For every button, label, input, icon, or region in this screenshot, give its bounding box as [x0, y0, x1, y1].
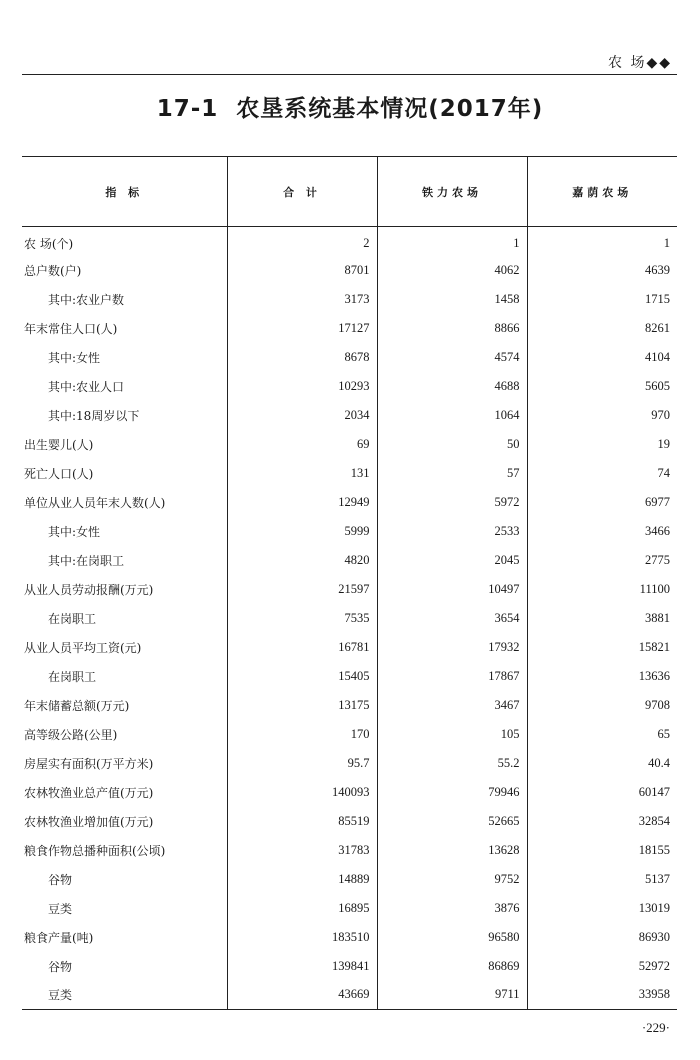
cell-tieli-farm: 4062 — [377, 256, 527, 285]
cell-jiayin-farm: 3466 — [527, 517, 677, 546]
cell-total: 95.7 — [227, 749, 377, 778]
cell-jiayin-farm: 8261 — [527, 314, 677, 343]
table-row — [22, 517, 677, 546]
row-label: 总户数(户) — [24, 263, 82, 278]
cell-total: 31783 — [227, 836, 377, 865]
table-body — [22, 227, 677, 1010]
cell-jiayin-farm: 15821 — [527, 633, 677, 662]
cell-tieli-farm: 105 — [377, 720, 527, 749]
cell-jiayin-farm: 2775 — [527, 546, 677, 575]
header-row — [22, 157, 677, 227]
row-label: 粮食产量(吨) — [24, 930, 94, 945]
table-row — [22, 430, 677, 459]
cell-tieli-farm: 4688 — [377, 372, 527, 401]
row-label: 从业人员劳动报酬(万元) — [24, 582, 154, 597]
column-header-total: 合 计 — [227, 157, 377, 227]
table-row — [22, 836, 677, 865]
table-row — [22, 256, 677, 285]
cell-total: 17127 — [227, 314, 377, 343]
header-rule — [22, 74, 677, 75]
cell-jiayin-farm: 6977 — [527, 488, 677, 517]
row-label: 出生婴儿(人) — [24, 437, 94, 452]
cell-tieli-farm: 13628 — [377, 836, 527, 865]
table-row — [22, 807, 677, 836]
cell-tieli-farm: 3467 — [377, 691, 527, 720]
cell-total: 183510 — [227, 923, 377, 952]
cell-total: 13175 — [227, 691, 377, 720]
cell-jiayin-farm: 1 — [527, 227, 677, 256]
cell-total: 16895 — [227, 894, 377, 923]
cell-total: 8701 — [227, 256, 377, 285]
cell-jiayin-farm: 52972 — [527, 952, 677, 981]
cell-jiayin-farm: 13636 — [527, 662, 677, 691]
row-label: 谷物 — [48, 872, 73, 887]
cell-total: 43669 — [227, 981, 377, 1010]
row-label: 其中:女性 — [48, 524, 101, 539]
cell-tieli-farm: 1458 — [377, 285, 527, 314]
cell-tieli-farm: 57 — [377, 459, 527, 488]
cell-tieli-farm: 9752 — [377, 865, 527, 894]
cell-total: 15405 — [227, 662, 377, 691]
cell-jiayin-farm: 18155 — [527, 836, 677, 865]
column-header-jiayin-farm: 嘉荫农场 — [527, 157, 677, 227]
cell-tieli-farm: 3876 — [377, 894, 527, 923]
table-row — [22, 981, 677, 1010]
row-label: 年末储蓄总额(万元) — [24, 698, 130, 713]
cell-tieli-farm: 96580 — [377, 923, 527, 952]
row-label: 其中:18周岁以下 — [48, 408, 140, 423]
table-row — [22, 285, 677, 314]
cell-total: 8678 — [227, 343, 377, 372]
cell-total: 69 — [227, 430, 377, 459]
cell-jiayin-farm: 33958 — [527, 981, 677, 1010]
cell-jiayin-farm: 60147 — [527, 778, 677, 807]
row-label: 农林牧渔业总产值(万元) — [24, 785, 154, 800]
cell-tieli-farm: 10497 — [377, 575, 527, 604]
row-label: 豆类 — [48, 901, 73, 916]
table-row — [22, 459, 677, 488]
table-row — [22, 546, 677, 575]
cell-jiayin-farm: 86930 — [527, 923, 677, 952]
row-label: 高等级公路(公里) — [24, 727, 118, 742]
cell-total: 140093 — [227, 778, 377, 807]
table-row — [22, 575, 677, 604]
running-head: 农 场◆◆ — [608, 55, 672, 71]
row-label: 房屋实有面积(万平方米) — [24, 756, 154, 771]
cell-total: 139841 — [227, 952, 377, 981]
cell-tieli-farm: 55.2 — [377, 749, 527, 778]
column-header-tieli-farm: 铁力农场 — [377, 157, 527, 227]
cell-total: 5999 — [227, 517, 377, 546]
cell-tieli-farm: 4574 — [377, 343, 527, 372]
cell-jiayin-farm: 4639 — [527, 256, 677, 285]
cell-total: 131 — [227, 459, 377, 488]
cell-tieli-farm: 5972 — [377, 488, 527, 517]
cell-total: 14889 — [227, 865, 377, 894]
cell-total: 10293 — [227, 372, 377, 401]
row-label: 在岗职工 — [48, 669, 97, 684]
row-label: 其中:农业户数 — [48, 292, 125, 307]
row-label: 农 场(个) — [24, 236, 74, 251]
table-number: 17-1 — [156, 96, 219, 122]
cell-total: 4820 — [227, 546, 377, 575]
row-label: 谷物 — [48, 959, 73, 974]
cell-tieli-farm: 1064 — [377, 401, 527, 430]
cell-tieli-farm: 9711 — [377, 981, 527, 1010]
table-row — [22, 778, 677, 807]
row-label: 其中:农业人口 — [48, 379, 125, 394]
table-row — [22, 604, 677, 633]
cell-jiayin-farm: 19 — [527, 430, 677, 459]
table-row — [22, 488, 677, 517]
cell-total: 2 — [227, 227, 377, 256]
cell-jiayin-farm: 4104 — [527, 343, 677, 372]
cell-tieli-farm: 1 — [377, 227, 527, 256]
cell-total: 170 — [227, 720, 377, 749]
table-row — [22, 865, 677, 894]
row-label: 豆类 — [22, 981, 227, 1010]
table-row — [22, 227, 677, 256]
row-label: 其中:在岗职工 — [48, 553, 125, 568]
table-row — [22, 952, 677, 981]
table-row — [22, 401, 677, 430]
cell-tieli-farm: 86869 — [377, 952, 527, 981]
table-row — [22, 372, 677, 401]
cell-jiayin-farm: 9708 — [527, 691, 677, 720]
cell-tieli-farm: 17932 — [377, 633, 527, 662]
cell-total: 85519 — [227, 807, 377, 836]
row-label: 死亡人口(人) — [24, 466, 94, 481]
cell-total: 12949 — [227, 488, 377, 517]
table-row — [22, 343, 677, 372]
table-row — [22, 923, 677, 952]
cell-tieli-farm: 8866 — [377, 314, 527, 343]
cell-tieli-farm: 3654 — [377, 604, 527, 633]
row-label: 单位从业人员年末人数(人) — [24, 495, 166, 510]
cell-total: 3173 — [227, 285, 377, 314]
table-row — [22, 633, 677, 662]
table-row — [22, 894, 677, 923]
cell-jiayin-farm: 32854 — [527, 807, 677, 836]
table-row — [22, 314, 677, 343]
table-row — [22, 662, 677, 691]
row-label: 粮食作物总播种面积(公顷) — [24, 843, 166, 858]
table-title-text: 农垦系统基本情况(2017年) — [236, 96, 544, 122]
column-header-indicator: 指 标 — [22, 157, 227, 227]
cell-total: 16781 — [227, 633, 377, 662]
table-row — [22, 720, 677, 749]
cell-jiayin-farm: 13019 — [527, 894, 677, 923]
table-row — [22, 691, 677, 720]
row-label: 农林牧渔业增加值(万元) — [24, 814, 154, 829]
table-title — [0, 90, 700, 123]
cell-total: 2034 — [227, 401, 377, 430]
cell-jiayin-farm: 11100 — [527, 575, 677, 604]
cell-jiayin-farm: 65 — [527, 720, 677, 749]
table-row — [22, 749, 677, 778]
row-label: 从业人员平均工资(元) — [24, 640, 142, 655]
row-label: 在岗职工 — [48, 611, 97, 626]
cell-tieli-farm: 52665 — [377, 807, 527, 836]
cell-total: 7535 — [227, 604, 377, 633]
cell-jiayin-farm: 970 — [527, 401, 677, 430]
cell-total: 21597 — [227, 575, 377, 604]
row-label: 年末常住人口(人) — [24, 321, 118, 336]
cell-jiayin-farm: 1715 — [527, 285, 677, 314]
cell-tieli-farm: 79946 — [377, 778, 527, 807]
row-label: 其中:女性 — [48, 350, 101, 365]
statistics-table — [22, 156, 677, 1010]
cell-jiayin-farm: 5605 — [527, 372, 677, 401]
cell-tieli-farm: 17867 — [377, 662, 527, 691]
page-number: ·229· — [641, 1020, 670, 1035]
cell-jiayin-farm: 3881 — [527, 604, 677, 633]
cell-jiayin-farm: 74 — [527, 459, 677, 488]
cell-tieli-farm: 2045 — [377, 546, 527, 575]
cell-jiayin-farm: 40.4 — [527, 749, 677, 778]
cell-tieli-farm: 2533 — [377, 517, 527, 546]
cell-tieli-farm: 50 — [377, 430, 527, 459]
cell-jiayin-farm: 5137 — [527, 865, 677, 894]
